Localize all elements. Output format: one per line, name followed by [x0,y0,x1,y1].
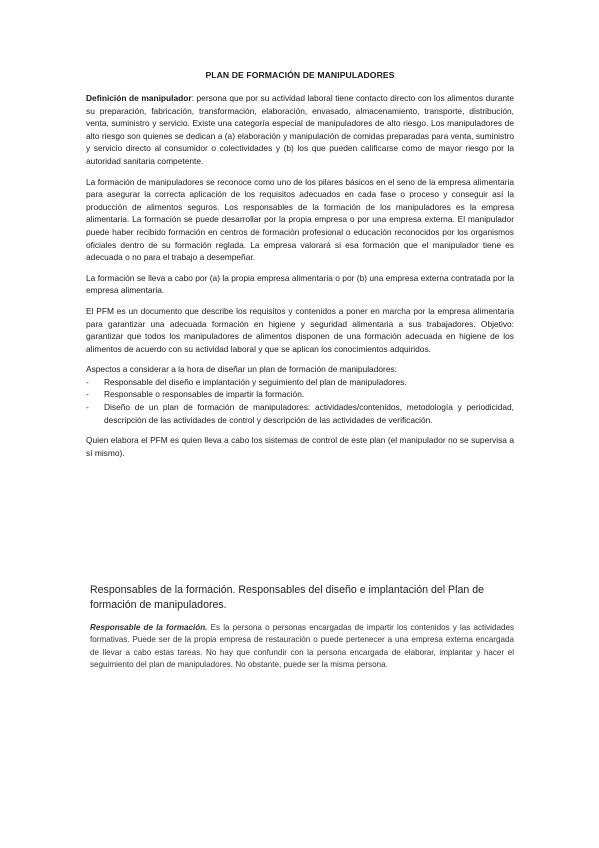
section-paragraph [90,622,514,672]
aspects-list [86,376,514,426]
list-item: - Diseño de un plan de formación de manipuladores: actividades/contenidos, metodología y periodicidad, descripción de las actividades de control y descripción de las actividades de verificación. [86,402,514,425]
definition-term: Definición de manipulador [86,93,192,103]
bullet-dash: - [86,376,89,387]
paragraph-pfm: El PFM es un documento que describe los requisitos y contenidos a poner en marcha por la empresa alimentaria para garantizar una adecuada formación en higiene y seguridad alimentaria a sus trabajadores. Objetivo: garantizar que todos los manipuladores de alimentos disponen de una formación adecuada en higiene de los alimentos de acuerdo con su actividad laboral y que se aplican los conocimientos adquiridos. [86,305,514,354]
responsables-section [90,583,514,672]
aspects-intro: Aspectos a considerar a la hora de diseñar un plan de formación de manipuladores: [86,364,397,375]
closing-paragraph: Quien elabora el PFM es quien lleva a cabo los sistemas de control de este plan (el manipulador no se supervisa a sí mismo). [86,435,514,458]
bullet-dash: - [86,389,89,400]
section-term: Responsable de la formación. [90,623,208,632]
bullet-dash: - [86,402,89,413]
list-item: - Responsable del diseño e implantación y seguimiento del plan de manipuladores. [86,376,407,387]
definition-paragraph [86,92,514,168]
document-body [86,62,514,467]
section-heading: Responsables de la formación. Responsables del diseño e implantación del Plan de formación de manipuladores. [90,584,484,611]
document-title: PLAN DE FORMACIÓN DE MANIPULADORES [205,70,395,80]
definition-text: : persona que por su actividad laboral tiene contacto directo con los alimentos durante su preparación, fabricación, transformación, elaboración, envasado, almacenamiento, transporte, distribución, venta, suministro y servicio. Existe una categoría especial de manipuladores de alto riesgo. Los manipuladores de alto riesgo son quienes se dedican a (a) elaboración y manipulación de comidas preparadas para venta, suministro y servicio directo al consumidor o colectividades y (b) los que pueden calificarse como de mayor riesgo por la autoridad sanitaria competente. [86,93,514,166]
list-item: - Responsable o responsables de impartir la formación. [86,389,305,400]
paragraph-who-trains: La formación se lleva a cabo por (a) la propia empresa alimentaria o por (b) una empresa externa contratada por la empresa alimentaria. [86,272,514,296]
paragraph-formation: La formación de manipuladores se reconoce como uno de los pilares básicos en el seno de la empresa alimentaria para asegurar la correcta aplicación de los requisitos adecuados en cada fase o proceso y conseguir así la producción de alimentos seguros. Los responsables de la formación de los manipuladores es la empresa alimentaria. La formación se puede desarrollar por la propia empresa o por una empresa externa. El manipulador puede haber recibido formación en centros de formación profesional o educación reconocidos por los organismos oficiales dentro de su formación reglada. La empresa valorará si esa formación que el manipulador tiene es adecuada o no para el trabajo a desempeñar. [86,176,514,263]
section-text: Es la persona o personas encargadas de impartir los contenidos y las actividades formativas. Puede ser de la propia empresa de restauración o puede pertenecer a una empresa externa encargada de llevar a cabo estas tareas. No hay que confundir con la persona encargada de elaborar, implantar y hacer el seguimiento del plan de manipuladores. No obstante, puede ser la misma persona. [90,623,514,670]
